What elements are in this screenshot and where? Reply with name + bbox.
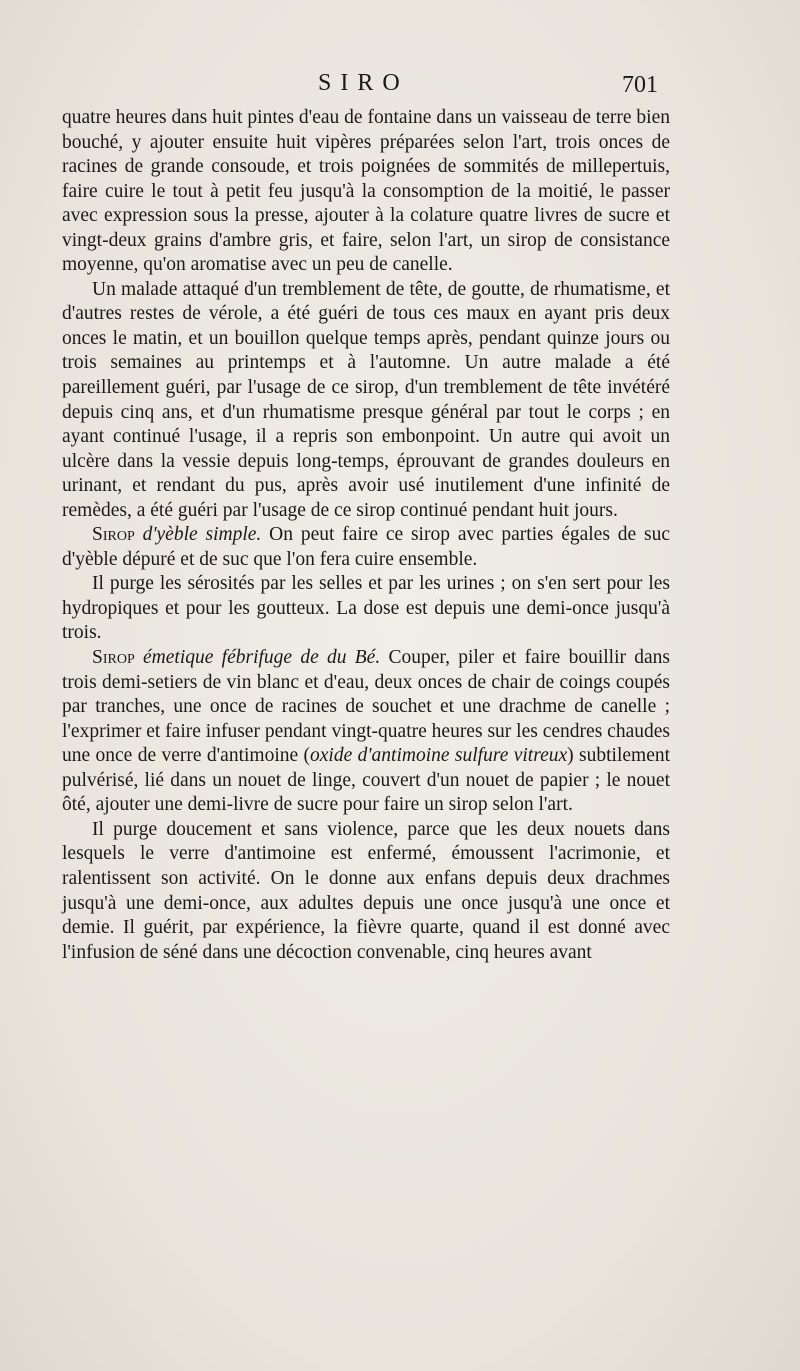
parenthetical-name: oxide d'antimoine sulfure vitreux <box>310 745 568 767</box>
paragraph-6: Il purge doucement et sans violence, parce que les deux nouets dans lesquels le verre d'antimoine est enfermé, émoussent l'acrimonie, et ralentissent son activité. On le donne aux enfans depuis deux drachmes jusqu'à une demi-once, aux adultes depuis une once jusqu'à une once et demie. Il guérit, par expérience, la fièvre quarte, quand il est donné avec l'infusion de séné dans une décoction convenable, cinq heures avant <box>62 818 670 963</box>
paragraph-3 <box>62 523 670 572</box>
entry-text: Couper, piler et faire bouillir dans trois demi-setiers de vin blanc et d'eau, deux onces de chair de coings coupés par tranches, une once de racines de souchet et une drachme de canelle ; l'exprimer et faire infuser pendant vingt-quatre heures sur les cendres chaudes une once de verre d'antimoine ( <box>62 647 670 767</box>
entry-head: Sirop <box>92 647 135 669</box>
entry-title: d'yèble simple. <box>142 524 262 546</box>
paragraph-4: Il purge les sérosités par les selles et par les urines ; on s'en sert pour les hydropiques et pour les goutteux. La dose est depuis une demi-once jusqu'à trois. <box>62 573 670 644</box>
paragraph-5 <box>62 646 670 818</box>
paragraph-2: Un malade attaqué d'un tremblement de tête, de goutte, de rhumatisme, et d'autres restes de vérole, a été guéri de tous ces maux en ayant pris deux onces le matin, et un bouillon quelque temps après, pendant quinze jours ou trois semaines au printemps et à l'automne. Un autre malade a été pareillement guéri, par l'usage de ce sirop, d'un tremblement de tête invétéré depuis cinq ans, et d'un rhumatisme presque général par tout le corps ; en ayant continué l'usage, il a repris son embonpoint. Un autre qui avoit un ulcère dans la vessie depuis long-temps, éprouvant de grandes douleurs en urinant, et rendant du pus, après avoir usé inutilement d'une infinité de remèdes, a été guéri par l'usage de ce sirop continué pendant huit jours. <box>62 278 670 521</box>
entry-text-continued: ) subtilement pulvérisé, lié dans un nouet de linge, couvert d'un nouet de papier ; le nouet ôté, ajouter une demi-livre de sucre pour faire un sirop selon l'art. <box>62 745 671 816</box>
running-title: SIRO <box>318 70 409 96</box>
entry-title: émetique fébrifuge de du Bé. <box>143 647 381 669</box>
running-head <box>0 70 800 104</box>
entry-head: Sirop <box>92 524 135 546</box>
body-text <box>62 106 670 965</box>
entry-text: On peut faire ce sirop avec parties égales de suc d'yèble dépuré et de suc que l'on fera cuire ensemble. <box>62 524 671 570</box>
paragraph-1: quatre heures dans huit pintes d'eau de fontaine dans un vaisseau de terre bien bouché, y ajouter ensuite huit vipères préparées selon l'art, trois onces de racines de grande consoude, et trois poignées de sommités de millepertuis, faire cuire le tout à petit feu jusqu'à la consomption de la moitié, le passer avec expression sous la presse, ajouter à la colature quatre livres de sucre et vingt-deux grains d'ambre gris, et faire, selon l'art, un sirop de consistance moyenne, qu'on aromatise avec un peu de canelle. <box>62 107 670 276</box>
page-number: 701 <box>622 72 658 98</box>
